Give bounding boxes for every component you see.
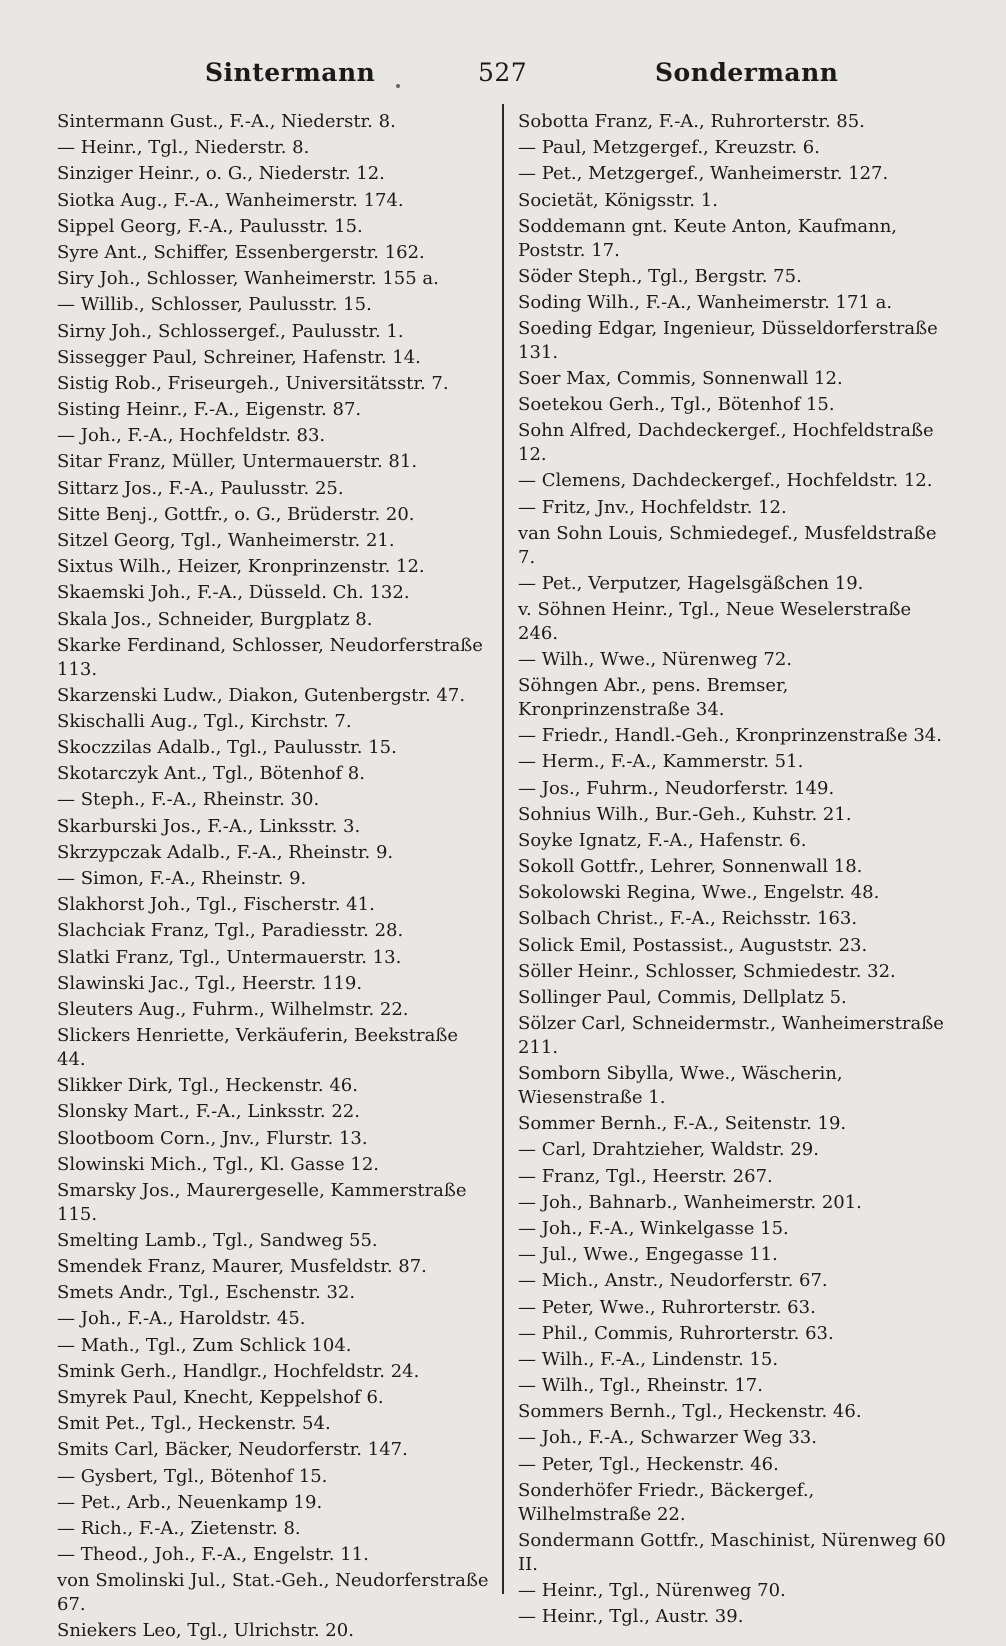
directory-entry: — Jul., Wwe., Engegasse 11. — [518, 1244, 778, 1266]
left-column — [57, 110, 489, 1646]
directory-entry: — Fritz, Jnv., Hochfeldstr. 12. — [518, 496, 787, 518]
directory-entry: Sitar Franz, Müller, Untermauerstr. 81. — [57, 451, 418, 473]
directory-entry: Slatki Franz, Tgl., Untermauerstr. 13. — [57, 946, 402, 968]
directory-entry: — Franz, Tgl., Heerstr. 267. — [518, 1165, 773, 1187]
directory-entry: Smink Gerh., Handlgr., Hochfeldstr. 24. — [57, 1360, 420, 1382]
directory-entry: Sniekers Leo, Tgl., Ulrichstr. 20. — [57, 1620, 354, 1642]
directory-entry: Smarsky Jos., Maurergeselle, Kammerstraße 115. — [57, 1179, 467, 1225]
directory-entry: Slickers Henriette, Verkäuferin, Beekstraße 44. — [57, 1025, 459, 1070]
directory-entry: — Heinr., Tgl., Nürenweg 70. — [518, 1579, 786, 1601]
directory-entry: — Willib., Schlosser, Paulusstr. 15. — [57, 294, 372, 316]
directory-entry: — Peter, Wwe., Ruhrorterstr. 63. — [518, 1296, 816, 1318]
directory-entry: — Carl, Drahtzieher, Waldstr. 29. — [518, 1139, 819, 1161]
header-left-keyword: Sintermann — [205, 58, 376, 87]
directory-entry: Skarburski Jos., F.-A., Linksstr. 3. — [57, 815, 361, 837]
directory-entry: — Steph., F.-A., Rheinstr. 30. — [57, 789, 320, 811]
directory-entry: — Rich., F.-A., Zietenstr. 8. — [57, 1517, 301, 1539]
directory-entry: Slakhorst Joh., Tgl., Fischerstr. 41. — [57, 894, 375, 916]
directory-entry: van Sohn Louis, Schmiedegef., Musfeldstraße 7. — [518, 522, 937, 568]
directory-entry: — Pet., Metzgergef., Wanheimerstr. 127. — [518, 163, 889, 185]
directory-entry: Slawinski Jac., Tgl., Heerstr. 119. — [57, 972, 363, 994]
directory-entry: — Pet., Arb., Neuenkamp 19. — [57, 1491, 323, 1513]
directory-entry: Sitte Benj., Gottfr., o. G., Brüderstr. 20. — [57, 503, 415, 525]
directory-entry: Sippel Georg, F.-A., Paulusstr. 15. — [57, 215, 363, 237]
directory-entry: — Joh., F.-A., Haroldstr. 45. — [57, 1308, 306, 1330]
directory-entry: Syre Ant., Schiffer, Essenbergerstr. 162. — [57, 241, 425, 263]
directory-entry: — Mich., Anstr., Neudorferstr. 67. — [518, 1270, 828, 1292]
directory-entry: Sobotta Franz, F.-A., Ruhrorterstr. 85. — [518, 111, 865, 132]
directory-entry: Skoczzilas Adalb., Tgl., Paulusstr. 15. — [57, 737, 397, 759]
directory-entry: Söder Steph., Tgl., Bergstr. 75. — [518, 265, 802, 287]
directory-entry: Smyrek Paul, Knecht, Keppelshof 6. — [57, 1387, 384, 1409]
directory-entry: Sollinger Paul, Commis, Dellplatz 5. — [518, 987, 847, 1009]
directory-entry: Skarzenski Ludw., Diakon, Gutenbergstr. 47. — [57, 684, 466, 706]
directory-entry: — Gysbert, Tgl., Bötenhof 15. — [57, 1465, 328, 1487]
directory-entry: Skotarczyk Ant., Tgl., Bötenhof 8. — [57, 763, 365, 785]
directory-entry: Sisting Heinr., F.-A., Eigenstr. 87. — [57, 399, 362, 421]
directory-entry: Sölzer Carl, Schneidermstr., Wanheimerstraße 211. — [518, 1013, 944, 1059]
directory-entry: — Jos., Fuhrm., Neudorferstr. 149. — [518, 777, 835, 799]
column-divider — [502, 104, 504, 1594]
directory-entry: Sommer Bernh., F.-A., Seitenstr. 19. — [518, 1113, 847, 1135]
ink-speck — [396, 84, 400, 88]
page-number: 527 — [478, 58, 528, 87]
directory-entry: Slachciak Franz, Tgl., Paradiesstr. 28. — [57, 920, 404, 942]
directory-entry: Slikker Dirk, Tgl., Heckenstr. 46. — [57, 1075, 358, 1097]
directory-entry: Sommers Bernh., Tgl., Heckenstr. 46. — [518, 1401, 862, 1423]
directory-entry: Siotka Aug., F.-A., Wanheimerstr. 174. — [57, 189, 404, 211]
directory-entry: — Wilh., Wwe., Nürenweg 72. — [518, 648, 793, 670]
directory-entry: — Herm., F.-A., Kammerstr. 51. — [518, 751, 804, 773]
directory-entry: — Wilh., Tgl., Rheinstr. 17. — [518, 1375, 763, 1397]
directory-entry: — Clemens, Dachdeckergef., Hochfeldstr. 12. — [518, 470, 933, 492]
directory-entry: Sokolowski Regina, Wwe., Engelstr. 48. — [518, 882, 880, 904]
directory-entry: Smets Andr., Tgl., Eschenstr. 32. — [57, 1282, 356, 1304]
directory-entry: Sittarz Jos., F.-A., Paulusstr. 25. — [57, 477, 344, 499]
directory-entry: — Joh., F.-A., Hochfeldstr. 83. — [57, 425, 326, 447]
directory-entry: Slonsky Mart., F.-A., Linksstr. 22. — [57, 1101, 360, 1123]
directory-entry: Solick Emil, Postassist., Auguststr. 23. — [518, 934, 868, 956]
directory-entry: — Joh., F.-A., Winkelgasse 15. — [518, 1217, 789, 1239]
directory-entry: Sixtus Wilh., Heizer, Kronprinzenstr. 12. — [57, 556, 425, 578]
directory-entry: Sissegger Paul, Schreiner, Hafenstr. 14. — [57, 346, 421, 368]
directory-entry: Sonderhöfer Friedr., Bäckergef., Wilhelmstraße 22. — [518, 1479, 815, 1525]
directory-entry: Söller Heinr., Schlosser, Schmiedestr. 32. — [518, 960, 896, 982]
directory-entry: Skaemski Joh., F.-A., Düsseld. Ch. 132. — [57, 582, 410, 604]
directory-entry: Smit Pet., Tgl., Heckenstr. 54. — [57, 1413, 331, 1435]
directory-entry: — Joh., F.-A., Schwarzer Weg 33. — [518, 1427, 817, 1449]
directory-entry: Sohnius Wilh., Bur.-Geh., Kuhstr. 21. — [518, 803, 852, 825]
directory-entry: — Pet., Verputzer, Hagelsgäßchen 19. — [518, 572, 864, 594]
directory-entry: — Theod., Joh., F.-A., Engelstr. 11. — [57, 1544, 369, 1566]
right-column — [518, 110, 950, 1631]
directory-entry: Sirny Joh., Schlossergef., Paulusstr. 1. — [57, 320, 404, 342]
directory-entry: Solbach Christ., F.-A., Reichsstr. 163. — [518, 908, 858, 930]
directory-entry: Sleuters Aug., Fuhrm., Wilhelmstr. 22. — [57, 998, 409, 1020]
directory-entry: Skrzypczak Adalb., F.-A., Rheinstr. 9. — [57, 841, 394, 863]
directory-entry: Soding Wilh., F.-A., Wanheimerstr. 171 a. — [518, 291, 893, 313]
directory-entry: Smendek Franz, Maurer, Musfeldstr. 87. — [57, 1256, 427, 1278]
directory-entry: — Friedr., Handl.-Geh., Kronprinzenstraße 34. — [518, 725, 942, 747]
directory-entry: Soetekou Gerh., Tgl., Bötenhof 15. — [518, 394, 835, 416]
directory-entry: Skarke Ferdinand, Schlosser, Neudorferstraße 113. — [57, 634, 483, 680]
directory-entry: Sistig Rob., Friseurgeh., Universitätsstr. 7. — [57, 372, 449, 394]
directory-entry: — Peter, Tgl., Heckenstr. 46. — [518, 1453, 779, 1475]
directory-entry: Sokoll Gottfr., Lehrer, Sonnenwall 18. — [518, 856, 863, 878]
directory-entry: Smelting Lamb., Tgl., Sandweg 55. — [57, 1229, 378, 1251]
directory-entry: Soeding Edgar, Ingenieur, Düsseldorferstraße 131. — [518, 318, 938, 363]
directory-entry: — Paul, Metzgergef., Kreuzstr. 6. — [518, 137, 820, 159]
directory-entry: Sondermann Gottfr., Maschinist, Nürenweg 60 II. — [518, 1529, 946, 1575]
directory-entry: — Math., Tgl., Zum Schlick 104. — [57, 1334, 352, 1356]
directory-entry: Societät, Königsstr. 1. — [518, 189, 718, 211]
directory-entry: Skischalli Aug., Tgl., Kirchstr. 7. — [57, 710, 352, 732]
directory-entry: Somborn Sibylla, Wwe., Wäscherin, Wiesenstraße 1. — [518, 1063, 843, 1108]
directory-entry: Soddemann gnt. Keute Anton, Kaufmann, Poststr. 17. — [518, 215, 898, 261]
directory-entry: Skala Jos., Schneider, Burgplatz 8. — [57, 608, 373, 630]
directory-entry: Söhngen Abr., pens. Bremser, Kronprinzenstraße 34. — [518, 675, 789, 720]
directory-entry: Slootboom Corn., Jnv., Flurstr. 13. — [57, 1127, 368, 1149]
directory-entry: Sinziger Heinr., o. G., Niederstr. 12. — [57, 163, 385, 185]
directory-entry: Siry Joh., Schlosser, Wanheimerstr. 155 a. — [57, 268, 439, 290]
directory-entry: — Phil., Commis, Ruhrorterstr. 63. — [518, 1322, 834, 1344]
directory-entry: — Heinr., Tgl., Austr. 39. — [518, 1605, 744, 1627]
directory-entry: Smits Carl, Bäcker, Neudorferstr. 147. — [57, 1439, 408, 1461]
directory-entry: — Simon, F.-A., Rheinstr. 9. — [57, 868, 307, 890]
directory-entry: Slowinski Mich., Tgl., Kl. Gasse 12. — [57, 1153, 380, 1175]
directory-entry: — Joh., Bahnarb., Wanheimerstr. 201. — [518, 1191, 862, 1213]
directory-entry: Sitzel Georg, Tgl., Wanheimerstr. 21. — [57, 530, 395, 551]
directory-entry: von Smolinski Jul., Stat.-Geh., Neudorferstraße 67. — [57, 1570, 489, 1616]
directory-entry: Sintermann Gust., F.-A., Niederstr. 8. — [57, 111, 396, 132]
directory-entry: Sohn Alfred, Dachdeckergef., Hochfeldstraße 12. — [518, 420, 934, 466]
directory-entry: Soer Max, Commis, Sonnenwall 12. — [518, 368, 843, 390]
directory-entry: v. Söhnen Heinr., Tgl., Neue Weselerstraße 246. — [518, 599, 912, 644]
header-right-keyword: Sondermann — [655, 58, 839, 87]
directory-entry: — Heinr., Tgl., Niederstr. 8. — [57, 137, 310, 159]
directory-entry: Soyke Ignatz, F.-A., Hafenstr. 6. — [518, 829, 807, 851]
directory-entry: — Wilh., F.-A., Lindenstr. 15. — [518, 1348, 779, 1370]
